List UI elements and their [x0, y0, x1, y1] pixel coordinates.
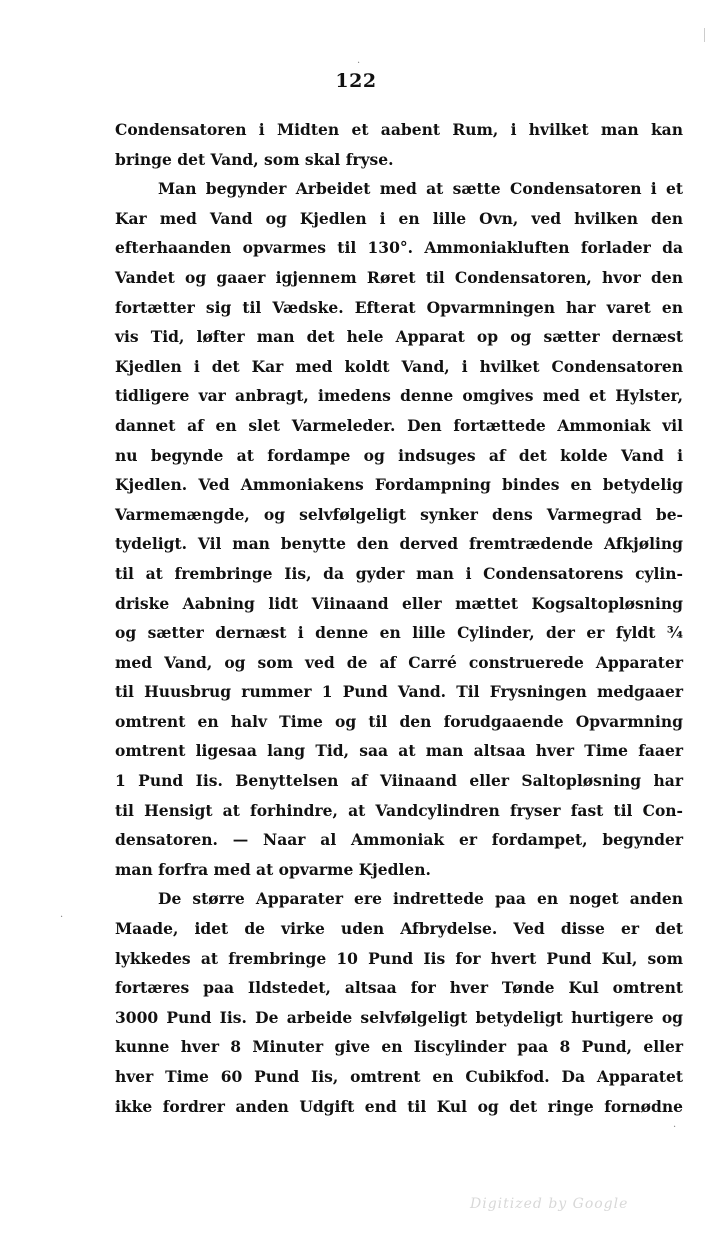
text-line: Vandet og gaaer igjennem Røret til Condensatoren, hvor den [115, 267, 683, 287]
text-line: hver Time 60 Pund Iis, omtrent en Cubikfod. Da Apparatet [115, 1067, 683, 1086]
text-line: Varmemængde, og selvfølgeligt synker dens Varmegrad be- [115, 504, 683, 524]
ink-speck: · [673, 1122, 677, 1133]
text-line: kunne hver 8 Minuter give en Iiscylinder paa 8 Pund, eller [115, 1037, 683, 1057]
text-line: Maade, idet de virke uden Afbrydelse. Ved disse er det [115, 919, 683, 939]
text-line: omtrent en halv Time og til den forudgaaende Opvarmning [115, 711, 683, 731]
text-line: nu begynde at fordampe og indsuges af det kolde Vand i [115, 445, 683, 465]
text-line: 1 Pund Iis. Benyttelsen af Viinaand eller Saltopløsning har [115, 771, 683, 791]
text-line: Condensatoren i Midten et aabent Rum, i hvilket man kan [115, 120, 683, 139]
text-line: tidligere var anbragt, imedens denne omgives med et Hylster, [115, 386, 683, 406]
text-line: til Huusbrug rummer 1 Pund Vand. Til Frysningen medgaaer [115, 682, 683, 702]
text-line: med Vand, og som ved de af Carré construerede Apparater [115, 652, 683, 672]
body-text [115, 115, 683, 1121]
page-edge-mark [704, 28, 705, 42]
text-line: til at frembringe Iis, da gyder man i Condensatorens cylin- [115, 563, 683, 583]
text-line: Kar med Vand og Kjedlen i en lille Ovn, ved hvilken den [115, 208, 683, 228]
text-line: omtrent ligesaa lang Tid, saa at man altsaa hver Time faaer [115, 741, 683, 761]
text-line: ikke fordrer anden Udgift end til Kul og det ringe fornødne [115, 1096, 683, 1116]
text-line: Man begynder Arbeidet med at sætte Condensatoren i et [158, 179, 683, 199]
text-line: tydeligt. Vil man benytte den derved fremtrædende Afkjøling [115, 534, 683, 554]
text-line: lykkedes at frembringe 10 Pund Iis for hvert Pund Kul, som [115, 948, 683, 968]
text-line: dannet af en slet Varmeleder. Den fortættede Ammoniak vil [115, 415, 683, 435]
text-line: og sætter dernæst i denne en lille Cylinder, der er fyldt ¾ [115, 623, 683, 643]
text-line: Kjedlen i det Kar med koldt Vand, i hvilket Condensatoren [115, 356, 683, 376]
text-line: vis Tid, løfter man det hele Apparat op og sætter dernæst [115, 327, 683, 347]
scan-watermark: Digitized by Google [470, 1196, 629, 1212]
text-line: 3000 Pund Iis. De arbeide selvfølgeligt betydeligt hurtigere og [115, 1007, 683, 1027]
text-line: bringe det Vand, som skal fryse. [115, 149, 394, 169]
page-number: 122 [335, 70, 377, 92]
text-line: densatoren. — Naar al Ammoniak er fordampet, begynder [115, 830, 683, 850]
text-line: efterhaanden opvarmes til 130°. Ammoniakluften forlader da [115, 238, 683, 258]
text-line: til Hensigt at forhindre, at Vandcylindren fryser fast til Con- [115, 800, 683, 820]
text-line: De større Apparater ere indrettede paa en noget anden [158, 889, 683, 909]
text-line: fortæres paa Ildstedet, altsaa for hver Tønde Kul omtrent [115, 978, 683, 998]
text-line: driske Aabning lidt Viinaand eller mættet Kogsaltopløsning [115, 593, 683, 613]
ink-speck: · [357, 58, 361, 69]
ink-speck: · [60, 912, 64, 923]
text-line: fortætter sig til Vædske. Efterat Opvarmningen har varet en [115, 297, 683, 317]
text-line: man forfra med at opvarme Kjedlen. [115, 859, 431, 879]
text-line: Kjedlen. Ved Ammoniakens Fordampning bindes en betydelig [115, 475, 683, 495]
